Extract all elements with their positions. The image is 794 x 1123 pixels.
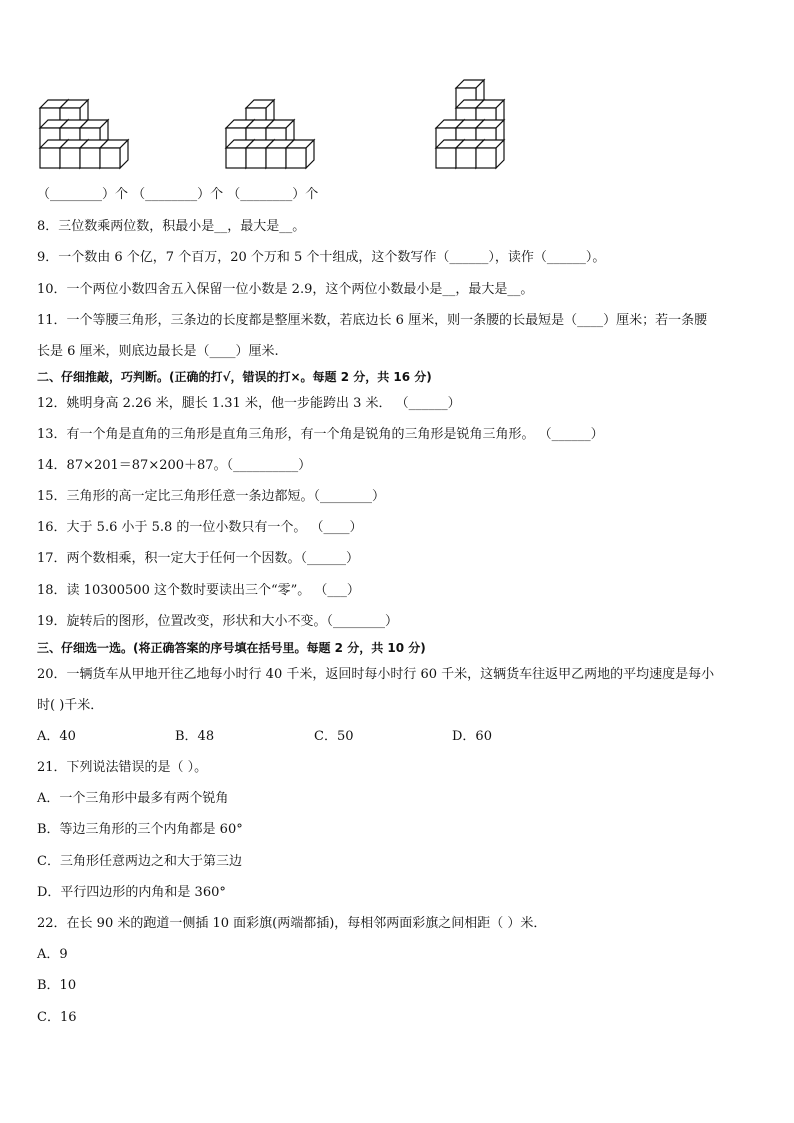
question-18: 18．读 10300500 这个数时要读出三个“零”。 （___） <box>37 583 360 598</box>
question-21-option-a: A．一个三角形中最多有两个锐角 <box>37 791 229 806</box>
question-20-line-2: 时( )千米． <box>37 698 104 713</box>
question-21-option-c: C．三角形任意两边之和大于第三边 <box>37 854 242 869</box>
question-9: 9．一个数由 6 个亿，7 个百万，20 个万和 5 个十组成，这个数写作（______），读作（______）。 <box>37 250 606 265</box>
question-14: 14．87×201＝87×200＋87。（__________） <box>37 458 312 473</box>
question-17: 17．两个数相乘，积一定大于任何一个因数。（______） <box>37 551 360 566</box>
question-13: 13．有一个角是直角的三角形是直角三角形，有一个角是锐角的三角形是锐角三角形。 （______） <box>37 427 604 442</box>
question-21: 21．下列说法错误的是（ ）。 <box>37 760 208 775</box>
cube <box>100 140 128 168</box>
cube <box>476 140 504 168</box>
cube <box>286 140 314 168</box>
cube-figure-2 <box>222 82 342 174</box>
cube-figure-1 <box>36 82 146 174</box>
question-22-option-c: C．16 <box>37 1010 77 1025</box>
section-2-heading: 二、仔细推敲，巧判断。(正确的打√，错误的打×。每题 2 分，共 16 分) <box>37 370 432 384</box>
question-10: 10．一个两位小数四舍五入保留一位小数是 2.9，这个两位小数最小是__，最大是__。 <box>37 282 534 297</box>
question-11-line-1: 11．一个等腰三角形，三条边的长度都是整厘米数，若底边长 6 厘米，则一条腰的长最短是（____）厘米；若一条腰 <box>37 313 708 328</box>
question-19: 19．旋转后的图形，位置改变，形状和大小不变。（________） <box>37 614 399 629</box>
cube-figure-3 <box>432 82 522 174</box>
question-20-option-b: B．48 <box>175 729 215 744</box>
question-20-option-c: C．50 <box>314 729 354 744</box>
question-21-option-b: B．等边三角形的三个内角都是 60° <box>37 822 243 837</box>
question-11-line-2: 长是 6 厘米，则底边最长是（____）厘米. <box>37 344 279 359</box>
figure-answer-blanks: （________）个 （________）个 （________）个 <box>37 187 319 202</box>
question-20-option-d: D．60 <box>452 729 492 744</box>
question-21-option-d: D．平行四边形的内角和是 360° <box>37 885 226 900</box>
question-20-line-1: 20．一辆货车从甲地开往乙地每小时行 40 千米，返回时每小时行 60 千米，这辆货车往返甲乙两地的平均速度是每小 <box>37 667 715 682</box>
question-20-option-a: A．40 <box>37 729 76 744</box>
section-3-heading: 三、仔细选一选。(将正确答案的序号填在括号里。每题 2 分，共 10 分) <box>37 641 426 655</box>
question-16: 16．大于 5.6 小于 5.8 的一位小数只有一个。 （____） <box>37 520 363 535</box>
question-22-option-a: A．9 <box>37 947 68 962</box>
question-12: 12．姚明身高 2.26 米，腿长 1.31 米，他一步能跨出 3 米． （______） <box>37 396 461 411</box>
question-22: 22．在长 90 米的跑道一侧插 10 面彩旗(两端都插)，每相邻两面彩旗之间相距（ ）米． <box>37 916 547 931</box>
question-8: 8．三位数乘两位数，积最小是__，最大是__。 <box>37 219 306 234</box>
question-22-option-b: B．10 <box>37 978 77 993</box>
question-15: 15．三角形的高一定比三角形任意一条边都短。（________） <box>37 489 386 504</box>
